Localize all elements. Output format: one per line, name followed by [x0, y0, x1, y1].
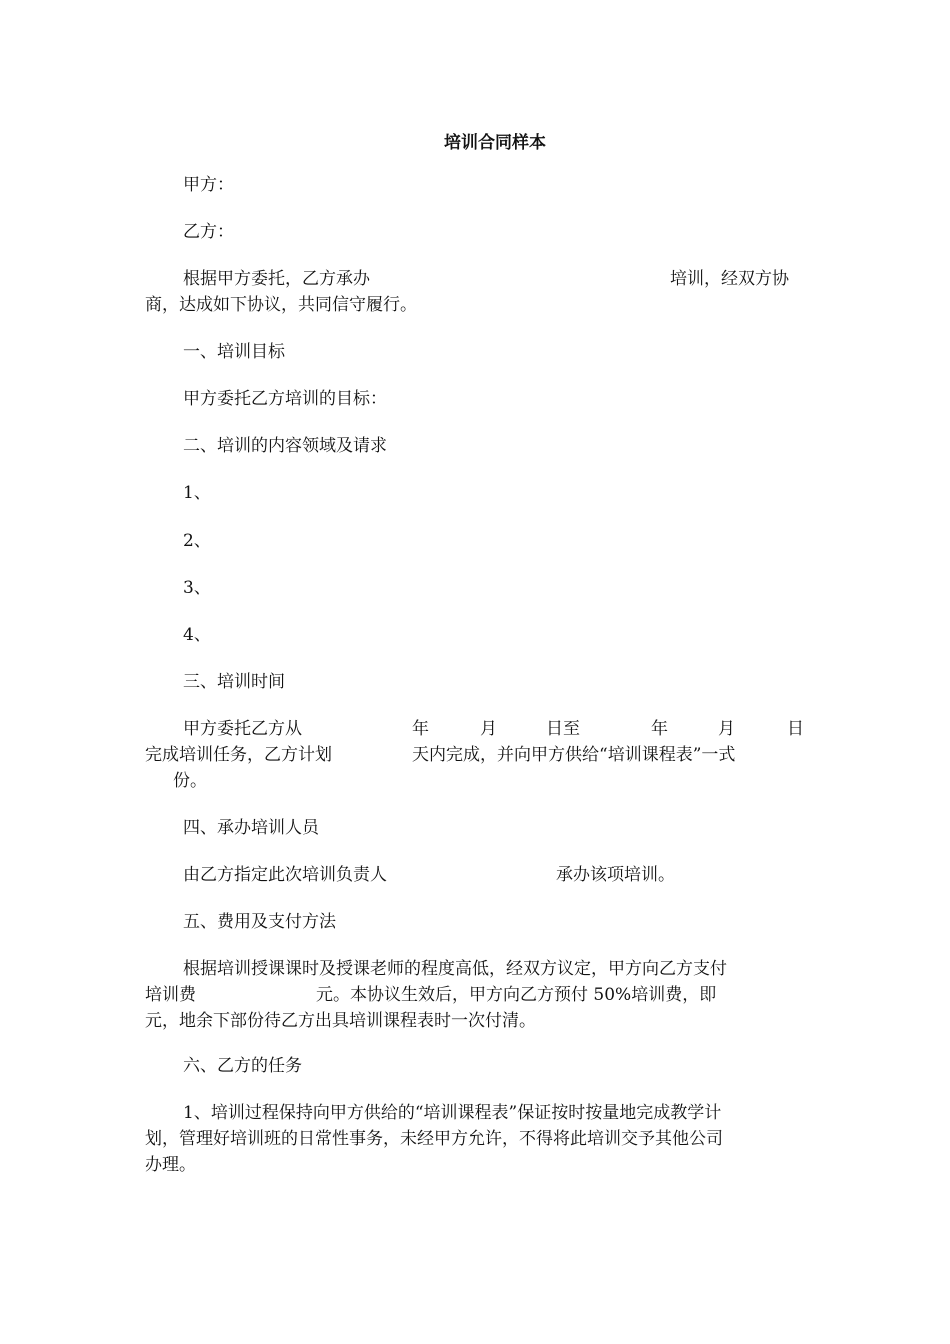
section-3-month-2: 月: [718, 719, 735, 739]
party-a-label: 甲方：: [183, 175, 234, 195]
section-2-item-1: 1、: [183, 483, 211, 503]
section-4-heading: 四、承办培训人员: [183, 818, 319, 838]
document-title: 培训合同样本: [444, 133, 546, 153]
section-2-item-2: 2、: [183, 531, 211, 551]
section-3-day-1: 日至: [546, 719, 580, 739]
section-3-month-1: 月: [480, 719, 497, 739]
section-6-line-3: 办理。: [145, 1155, 196, 1175]
section-2-item-4: 4、: [183, 625, 211, 645]
section-3-line-3: 份。: [173, 771, 207, 791]
section-4-line-1a: 由乙方指定此次培训负责人: [183, 865, 387, 885]
section-3-day-2: 日: [787, 719, 804, 739]
section-2-heading: 二、培训的内容领域及请求: [183, 436, 387, 456]
section-6-line-1: 1、培训过程保持向甲方供给的“培训课程表”保证按时按量地完成教学计: [183, 1103, 722, 1123]
section-3-heading: 三、培训时间: [183, 672, 285, 692]
section-5-line-1: 根据培训授课课时及授课老师的程度高低，经双方议定，甲方向乙方支付: [183, 959, 727, 979]
section-2-item-3: 3、: [183, 578, 211, 598]
section-6-heading: 六、乙方的任务: [183, 1056, 302, 1076]
intro-line-1a: 根据甲方委托，乙方承办: [183, 269, 370, 289]
section-3-year-1: 年: [412, 719, 429, 739]
section-5-line-2a: 培训费: [145, 985, 196, 1005]
section-4-line-1b: 承办该项培训。: [556, 865, 675, 885]
section-1-heading: 一、培训目标: [183, 342, 285, 362]
party-b-label: 乙方：: [183, 222, 234, 242]
section-5-line-3: 元，地余下部份待乙方出具培训课程表时一次付清。: [145, 1011, 536, 1031]
section-5-line-2b: 元。本协议生效后，甲方向乙方预付 50%培训费，即: [316, 985, 717, 1005]
intro-line-1b: 培训，经双方协: [670, 269, 789, 289]
section-5-heading: 五、费用及支付方法: [183, 912, 336, 932]
section-3-line-2b: 天内完成，并向甲方供给“培训课程表”一式: [412, 745, 736, 765]
section-1-text: 甲方委托乙方培训的目标：: [183, 389, 387, 409]
intro-line-2: 商，达成如下协议，共同信守履行。: [145, 295, 417, 315]
section-3-line-2a: 完成培训任务，乙方计划: [145, 745, 332, 765]
section-3-line-1a: 甲方委托乙方从: [183, 719, 302, 739]
section-6-line-2: 划，管理好培训班的日常性事务，未经甲方允许，不得将此培训交予其他公司: [145, 1129, 723, 1149]
section-3-year-2: 年: [651, 719, 668, 739]
